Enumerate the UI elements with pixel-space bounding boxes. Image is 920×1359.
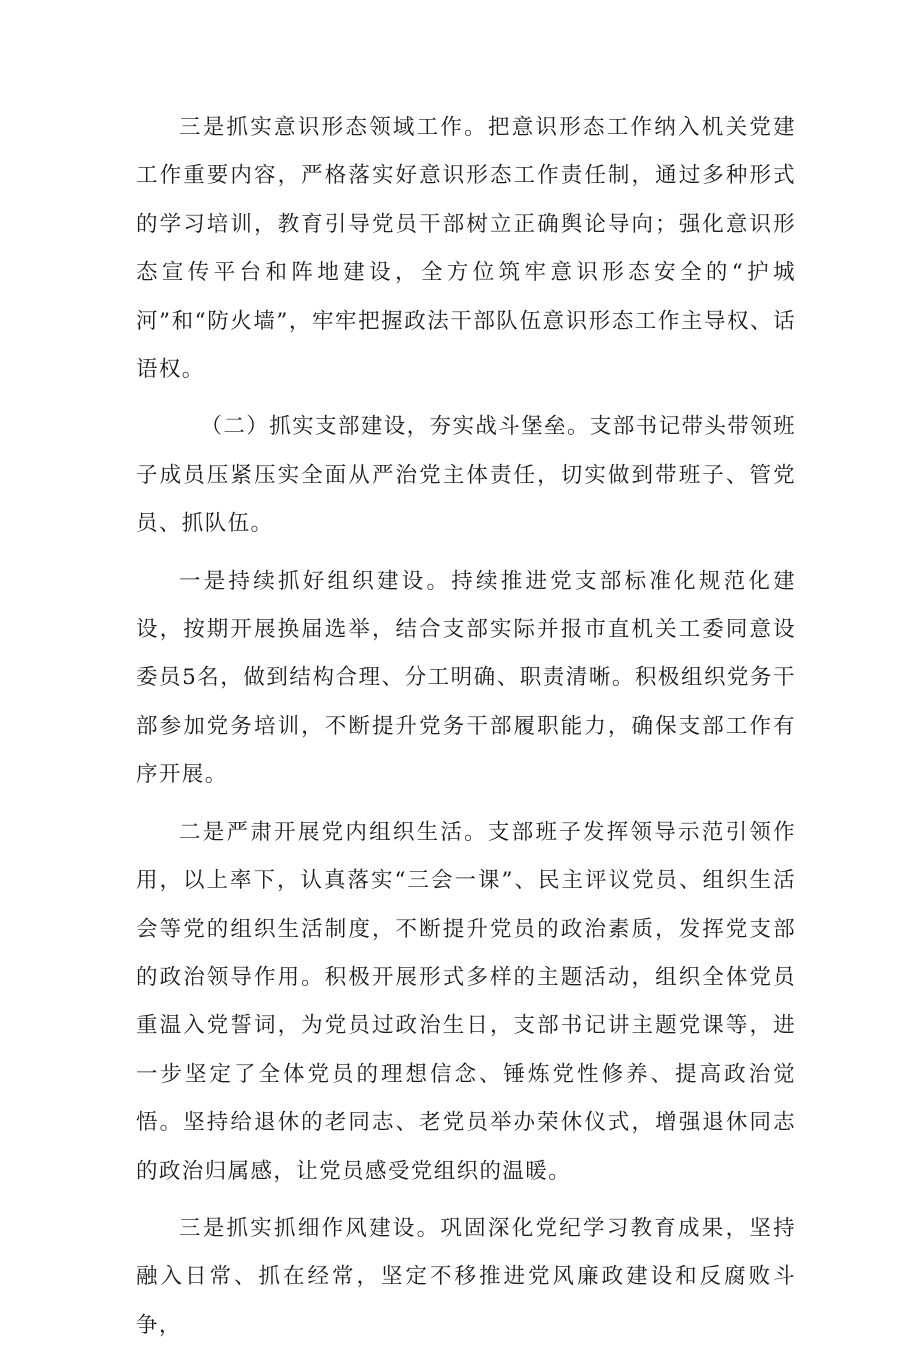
paragraph-work-style-building: 三是抓实抓细作风建设。巩固深化党纪学习教育成果，坚持融入日常、抓在经常，坚定不移推进党风廉政建设和反腐败斗争， bbox=[136, 1215, 796, 1338]
paragraph-organization-building: 一是持续抓好组织建设。持续推进党支部标准化规范化建设，按期开展换届选举，结合支部实际并报市直机关工委同意设委员5名，做到结构合理、分工明确、职责清晰。积极组织党务干部参加党务培训，不断提升党务干部履职能力，确保支部工作有序开展。 bbox=[136, 568, 796, 788]
paragraph-party-organization-life: 二是严肃开展党内组织生活。支部班子发挥领导示范引领作用，以上率下，认真落实“三会一课”、民主评议党员、组织生活会等党的组织生活制度，不断提升党员的政治素质，发挥党支部的政治领导作用。积极开展形式多样的主题活动，组织全体党员重温入党誓词，为党员过政治生日，支部书记讲主题党课等，进一步坚定了全体党员的理想信念、锤炼党性修养、提高政治觉悟。坚持给退休的老同志、老党员举办荣休仪式，增强退休同志的政治归属感，让党员感受党组织的温暖。 bbox=[136, 819, 796, 1184]
paragraph-ideology-work: 三是抓实意识形态领域工作。把意识形态工作纳入机关党建工作重要内容，严格落实好意识形态工作责任制，通过多种形式的学习培训，教育引导党员干部树立正确舆论导向；强化意识形态宣传平台和阵地建设，全方位筑牢意识形态安全的“护城河”和“防火墙”，牢牢把握政法干部队伍意识形态工作主导权、话语权。 bbox=[136, 115, 796, 383]
document-body bbox=[136, 104, 796, 1359]
section-heading-branch-building: （二）抓实支部建设，夯实战斗堡垒。支部书记带头带领班子成员压紧压实全面从严治党主体责任，切实做到带班子、管党员、抓队伍。 bbox=[136, 414, 796, 537]
